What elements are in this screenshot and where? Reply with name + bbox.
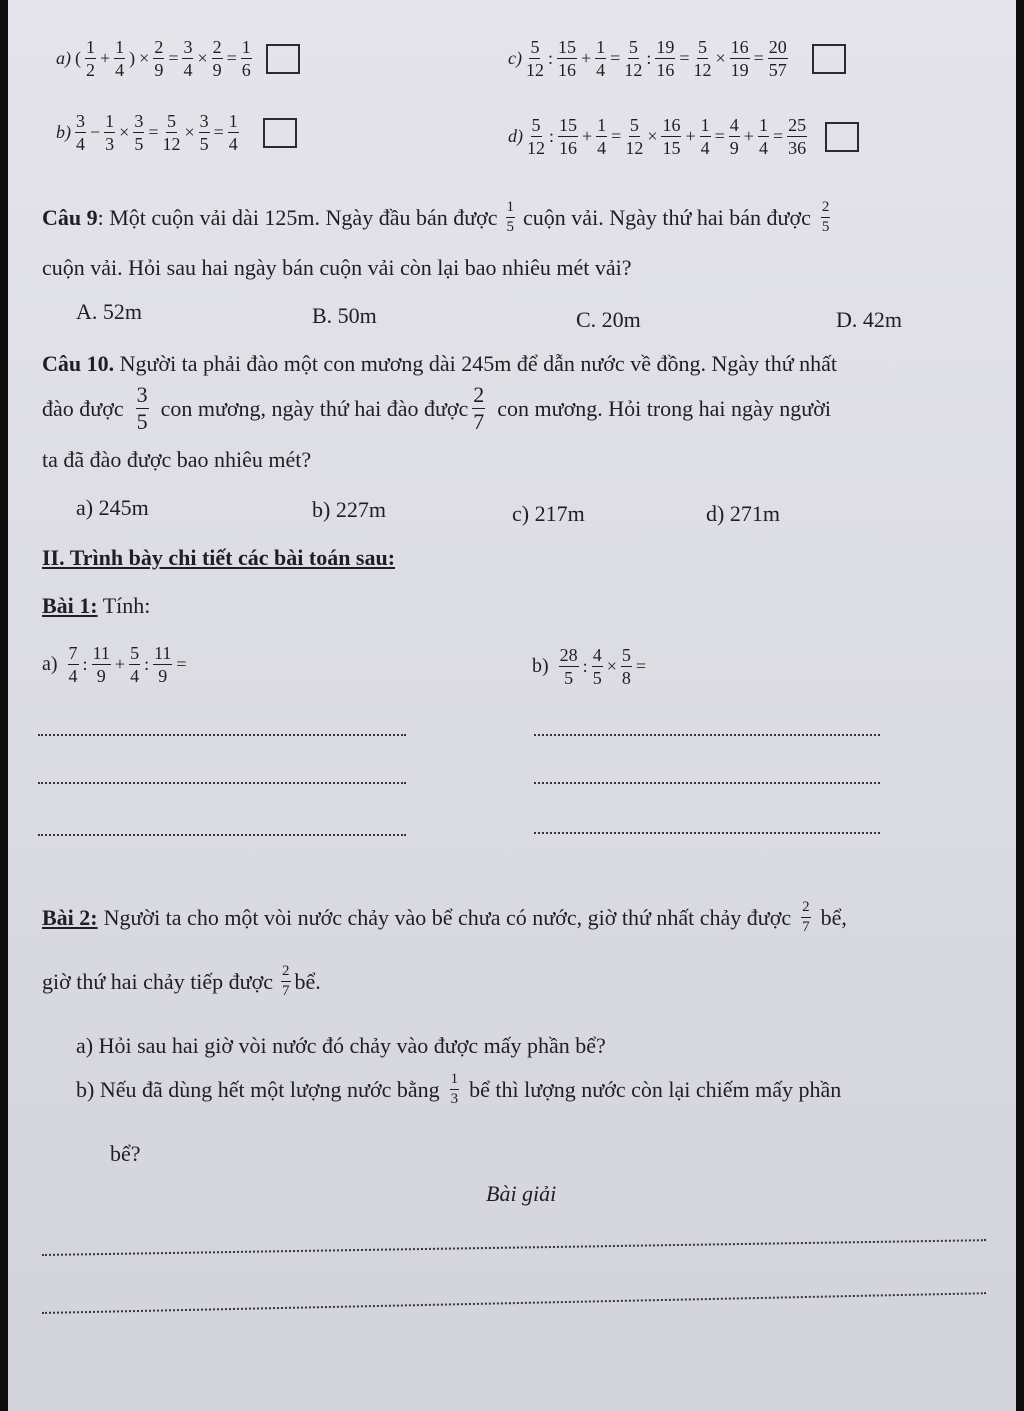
answer-line[interactable] — [534, 782, 880, 784]
q10-option-a[interactable]: a) 245m — [76, 495, 149, 520]
denominator: 5 — [199, 134, 209, 154]
operator: − — [90, 122, 101, 142]
denominator: 12 — [525, 60, 544, 80]
operator: = — [753, 48, 764, 68]
question-9-text: cuộn vải. Ngày thứ hai bán được — [523, 204, 811, 230]
numerator: 2 — [473, 382, 485, 407]
operator: = — [226, 48, 237, 68]
question-10-line-2 — [42, 384, 831, 433]
numerator: 5 — [621, 645, 631, 665]
numerator: 15 — [558, 37, 576, 57]
denominator: 19 — [730, 60, 749, 80]
q9-option-a[interactable]: A. 52m — [76, 299, 142, 324]
fraction — [68, 644, 79, 685]
q10-option-c[interactable]: c) 217m — [512, 501, 585, 526]
operator: = — [176, 654, 187, 674]
expression-b — [56, 112, 297, 153]
denominator: 5 — [136, 409, 148, 434]
denominator: 4 — [597, 138, 607, 158]
bai-2-title: Bài 2: — [42, 904, 98, 930]
denominator: 36 — [788, 138, 807, 158]
numerator: 1 — [506, 200, 516, 218]
fraction — [596, 116, 607, 157]
denominator: 16 — [558, 60, 576, 80]
operator: : — [582, 656, 588, 676]
denominator: 4 — [700, 138, 710, 158]
fraction — [133, 112, 144, 153]
denominator: 12 — [625, 138, 644, 158]
answer-checkbox-d[interactable] — [825, 122, 859, 152]
numerator: 2 — [154, 37, 164, 57]
fraction — [85, 38, 96, 79]
bai-1-text: Tính: — [102, 593, 151, 618]
denominator: 12 — [693, 60, 712, 80]
fraction — [557, 38, 577, 79]
numerator: 1 — [115, 37, 125, 57]
expression-body — [73, 38, 254, 79]
denominator: 12 — [162, 134, 181, 154]
question-10 — [42, 350, 837, 378]
denominator: 4 — [68, 666, 78, 686]
numerator: 2 — [821, 200, 831, 218]
q10-option-d[interactable]: d) 271m — [706, 501, 780, 526]
numerator: 20 — [768, 37, 787, 57]
numerator: 1 — [228, 111, 238, 131]
fraction — [92, 644, 111, 685]
denominator: 12 — [624, 60, 643, 80]
denominator: 9 — [729, 138, 739, 158]
expression-body — [524, 38, 790, 79]
numerator: 3 — [183, 37, 193, 57]
numerator: 16 — [730, 37, 749, 57]
operator: + — [743, 126, 754, 146]
numerator: 28 — [559, 645, 578, 665]
expression-body — [525, 116, 809, 157]
denominator: 16 — [559, 138, 578, 158]
worksheet-page — [8, 0, 1016, 1411]
bai-1-b-expression — [557, 646, 648, 687]
fraction — [153, 38, 164, 79]
numerator: 15 — [559, 115, 578, 135]
denominator: 9 — [212, 60, 222, 80]
bai-1-a-label: a) — [42, 653, 58, 675]
fraction — [693, 38, 711, 79]
question-10-text: đào được — [42, 395, 124, 421]
bai-2-line-1 — [42, 900, 847, 935]
bai-1-b — [532, 646, 648, 687]
fraction — [129, 644, 140, 685]
question-10-text: Người ta phải đào một con mương dài 245m để dẫn nước về đồng. Ngày thứ nhất — [119, 351, 838, 376]
fraction — [228, 112, 239, 153]
denominator: 15 — [662, 138, 681, 158]
operator: + — [685, 126, 696, 146]
denominator: 3 — [450, 1091, 459, 1107]
numerator: 4 — [592, 645, 602, 665]
operator: = — [213, 122, 224, 142]
operator: : — [82, 654, 88, 674]
denominator: 8 — [621, 668, 631, 688]
operator: ) — [129, 48, 136, 68]
answer-checkbox-c[interactable] — [812, 44, 846, 74]
operator: = — [610, 48, 621, 68]
denominator: 16 — [656, 60, 675, 80]
operator: = — [611, 126, 622, 146]
answer-line[interactable] — [38, 834, 406, 836]
solution-heading: Bài giải — [486, 1181, 557, 1206]
bai-2-text: bể thì lượng nước còn lại chiếm mấy phần — [469, 1076, 842, 1102]
question-9 — [42, 200, 832, 235]
numerator: 7 — [68, 643, 78, 663]
denominator: 5 — [506, 219, 515, 235]
fraction — [527, 116, 545, 157]
fraction — [624, 38, 642, 79]
numerator: 5 — [629, 115, 639, 135]
fraction — [241, 38, 252, 79]
fraction — [661, 116, 681, 157]
numerator: 5 — [531, 115, 541, 135]
expression-a — [56, 38, 300, 79]
denominator: 4 — [76, 134, 85, 154]
denominator: 57 — [768, 60, 787, 80]
operator: = — [635, 656, 646, 676]
numerator: 3 — [199, 111, 209, 131]
fraction — [104, 112, 115, 153]
numerator: 11 — [92, 643, 110, 663]
denominator: 9 — [96, 666, 106, 686]
operator: × — [119, 122, 130, 142]
question-10-text: con mương, ngày thứ hai đào được — [160, 395, 469, 421]
operator: × — [139, 48, 150, 68]
denominator: 5 — [564, 668, 574, 688]
expression-body — [73, 112, 241, 153]
operator: × — [647, 126, 658, 146]
question-10-title: Câu 10. — [42, 351, 115, 376]
numerator: 5 — [130, 643, 140, 663]
numerator: 19 — [656, 37, 675, 57]
answer-line[interactable] — [534, 734, 880, 736]
bai-1-a — [42, 644, 189, 685]
expression-d — [508, 116, 859, 157]
numerator: 2 — [281, 964, 291, 982]
denominator: 4 — [758, 138, 768, 158]
fraction — [730, 38, 750, 79]
fraction — [136, 384, 149, 433]
fraction — [450, 1072, 460, 1107]
operator: × — [184, 122, 195, 142]
denominator: 4 — [115, 60, 125, 80]
q10-option-b[interactable]: b) 227m — [312, 497, 386, 522]
bai-2-text: bể, — [820, 904, 847, 930]
operator: = — [148, 122, 159, 142]
question-9-text: : Một cuộn vải dài 125m. Ngày đầu bán được — [97, 204, 498, 230]
bai-2-text: Người ta cho một vòi nước chảy vào bể chưa có nước, giờ thứ nhất chảy được — [103, 904, 792, 930]
answer-line[interactable] — [38, 782, 406, 784]
bai-2-text: bể. — [294, 968, 321, 994]
fraction — [655, 38, 675, 79]
bai-1-heading — [42, 592, 150, 620]
numerator: 11 — [154, 643, 172, 663]
numerator: 5 — [697, 37, 707, 57]
answer-checkbox-b[interactable] — [263, 118, 297, 148]
denominator: 5 — [592, 668, 602, 688]
operator: : — [646, 48, 652, 68]
answer-line[interactable] — [42, 1239, 986, 1256]
q9-option-b[interactable]: B. 50m — [312, 303, 377, 328]
numerator: 3 — [134, 111, 144, 131]
numerator: 2 — [801, 900, 811, 918]
operator: : — [547, 48, 553, 68]
expression-label: c) — [508, 48, 522, 68]
bai-2-question-b-end: bể? — [110, 1141, 141, 1166]
numerator: 25 — [788, 115, 807, 135]
numerator: 1 — [596, 37, 606, 57]
fraction — [768, 38, 788, 79]
q9-option-d[interactable]: D. 42m — [836, 307, 902, 332]
numerator: 16 — [662, 115, 681, 135]
denominator: 7 — [282, 983, 290, 999]
fraction — [281, 964, 291, 999]
numerator: 5 — [530, 37, 540, 57]
answer-checkbox-a[interactable] — [266, 44, 300, 74]
numerator: 1 — [241, 37, 251, 57]
answer-line[interactable] — [42, 1292, 986, 1314]
fraction — [162, 112, 180, 153]
numerator: 4 — [729, 115, 739, 135]
operator: = — [714, 126, 725, 146]
expression-label: a) — [56, 48, 71, 68]
fraction — [114, 38, 125, 79]
operator: : — [549, 126, 555, 146]
bai-1-b-label: b) — [532, 655, 549, 677]
question-10-line-3: ta đã đào được bao nhiêu mét? — [42, 447, 312, 472]
fraction — [801, 900, 811, 935]
fraction — [700, 116, 711, 157]
denominator: 9 — [158, 666, 168, 686]
operator: × — [715, 48, 726, 68]
expression-label: d) — [508, 126, 523, 146]
operator: + — [114, 654, 126, 674]
bai-2-question-b — [76, 1072, 841, 1107]
fraction — [472, 384, 485, 433]
numerator: 1 — [597, 115, 607, 135]
numerator: 5 — [628, 37, 638, 57]
fraction — [592, 646, 603, 687]
question-9-title: Câu 9 — [42, 204, 98, 230]
expression-c — [508, 38, 846, 79]
question-9-line-2: cuộn vải. Hỏi sau hai ngày bán cuộn vải còn lại bao nhiêu mét vải? — [42, 255, 632, 280]
denominator: 5 — [134, 134, 144, 154]
numerator: 3 — [136, 382, 148, 407]
fraction — [621, 646, 632, 687]
bai-2-question-a: a) Hỏi sau hai giờ vòi nước đó chảy vào được mấy phần bể? — [76, 1033, 606, 1058]
fraction — [526, 38, 544, 79]
operator: = — [168, 48, 179, 68]
denominator: 3 — [105, 134, 115, 154]
fraction — [625, 116, 643, 157]
operator: ( — [75, 48, 81, 68]
numerator: 2 — [212, 37, 222, 57]
fraction — [182, 38, 193, 79]
q9-option-c[interactable]: C. 20m — [576, 307, 641, 332]
expression-label: b) — [56, 122, 71, 142]
operator: × — [606, 656, 617, 676]
denominator: 2 — [86, 60, 95, 80]
denominator: 4 — [130, 666, 140, 686]
denominator: 4 — [596, 60, 606, 80]
answer-line[interactable] — [534, 832, 880, 834]
bai-1-a-expression — [66, 644, 189, 685]
fraction — [559, 646, 579, 687]
section-2-title: II. Trình bày chi tiết các bài toán sau: — [42, 545, 396, 570]
denominator: 12 — [527, 138, 545, 158]
fraction — [787, 116, 807, 157]
fraction — [212, 38, 223, 79]
operator: = — [772, 126, 784, 146]
numerator: 1 — [700, 115, 710, 135]
fraction — [153, 644, 172, 685]
fraction — [729, 116, 740, 157]
fraction — [595, 38, 606, 79]
numerator: 1 — [758, 115, 768, 135]
numerator: 3 — [76, 111, 85, 131]
bai-2-text: b) Nếu đã dùng hết một lượng nước bằng — [76, 1076, 440, 1102]
fraction — [199, 112, 210, 153]
operator: + — [100, 48, 111, 68]
denominator: 6 — [241, 60, 251, 80]
bai-2-text: giờ thứ hai chảy tiếp được — [42, 968, 273, 994]
fraction — [75, 112, 86, 153]
operator: + — [581, 48, 592, 68]
numerator: 1 — [86, 37, 95, 57]
denominator: 4 — [183, 60, 193, 80]
numerator: 1 — [105, 111, 115, 131]
denominator: 5 — [821, 219, 830, 235]
denominator: 4 — [228, 134, 238, 154]
operator: + — [582, 126, 593, 146]
denominator: 7 — [473, 409, 485, 434]
fraction — [506, 200, 516, 235]
fraction — [758, 116, 769, 157]
denominator: 7 — [802, 919, 810, 935]
operator: : — [144, 654, 150, 674]
operator: × — [197, 48, 208, 68]
bai-1-title: Bài 1: — [42, 593, 98, 618]
fraction — [558, 116, 578, 157]
numerator: 5 — [166, 111, 176, 131]
numerator: 1 — [450, 1072, 460, 1090]
denominator: 9 — [154, 60, 164, 80]
fraction — [821, 200, 831, 235]
answer-line[interactable] — [38, 734, 406, 736]
operator: = — [679, 48, 690, 68]
question-10-text: con mương. Hỏi trong hai ngày người — [497, 395, 831, 421]
bai-2-line-2 — [42, 964, 321, 999]
